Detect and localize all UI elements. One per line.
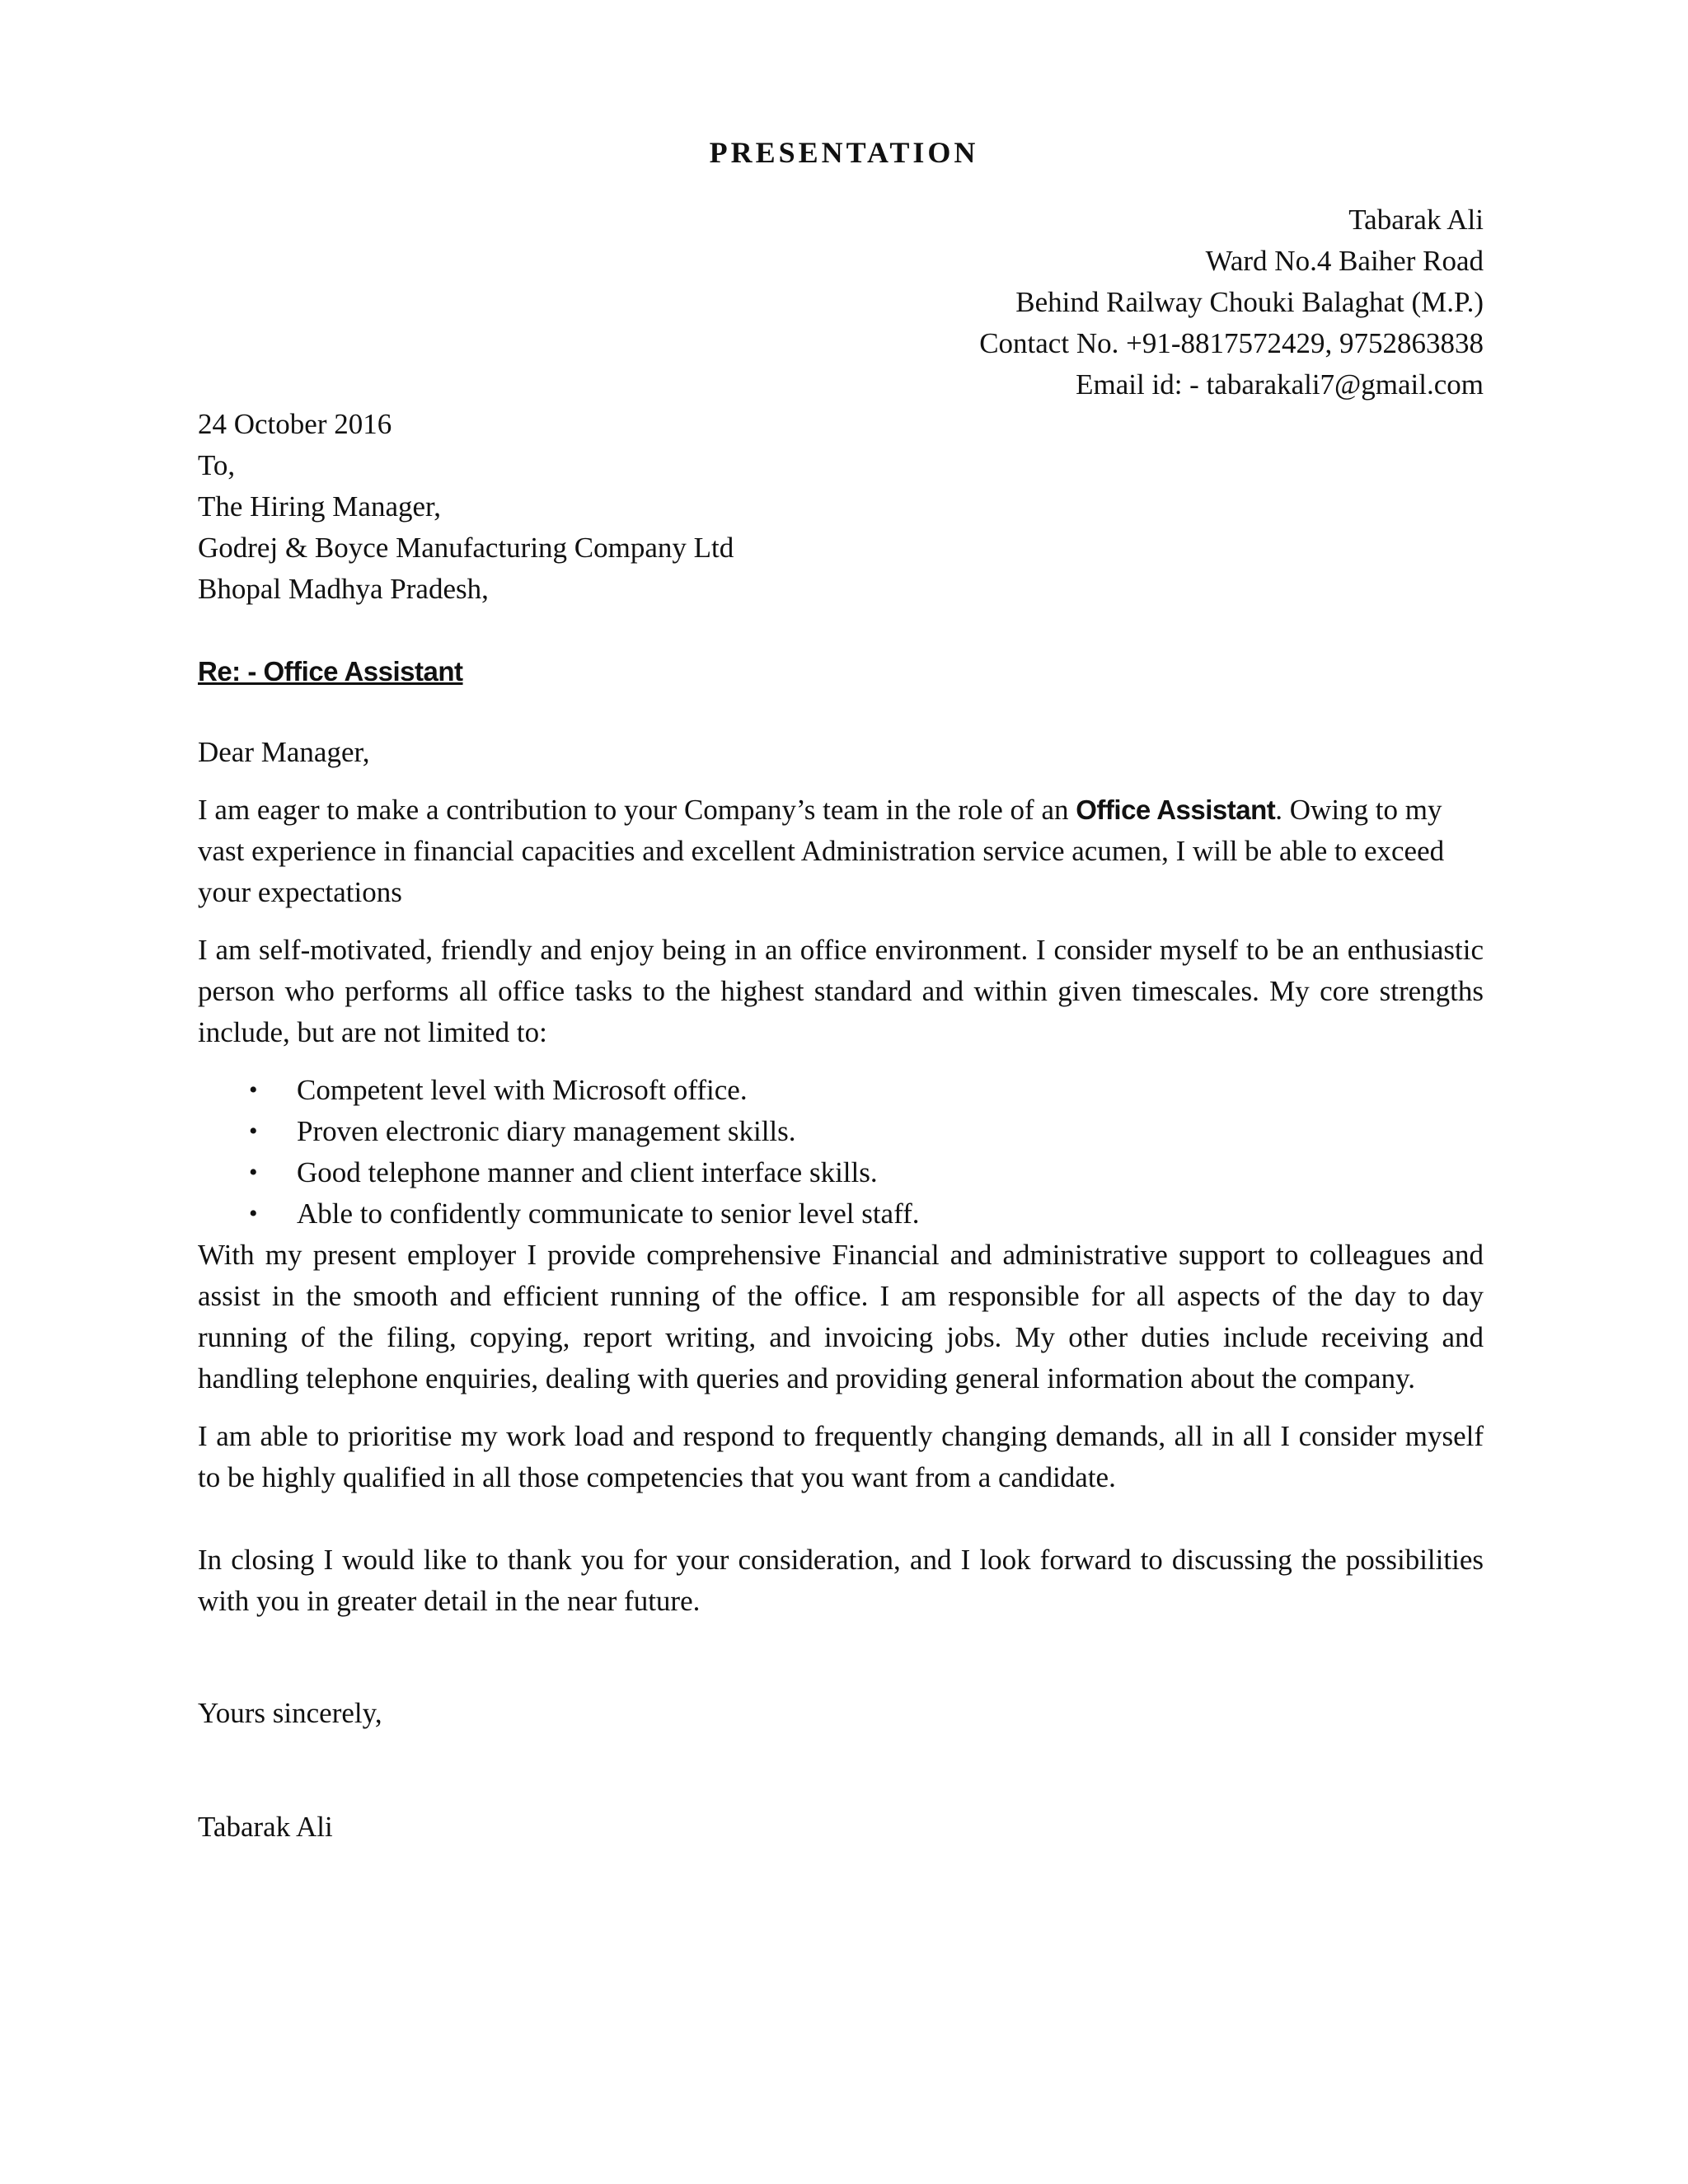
sender-block [495,199,1484,405]
list-item [198,1193,1484,1235]
closing-phrase: Yours sincerely, [198,1697,382,1729]
recipient-company: Godrej & Boyce Manufacturing Company Ltd [198,532,734,564]
document-title: PRESENTATION [709,136,979,169]
subject-line: Re: - Office Assistant [198,656,463,687]
letter-body [198,404,1484,1848]
list-item-text: Good telephone manner and client interface skills. [297,1156,878,1188]
list-item-text: Competent level with Microsoft office. [297,1074,748,1106]
paragraph-self-description: I am self-motivated, friendly and enjoy being in an office environment. I consider myself to be an enthusiastic person who performs all office tasks to the highest standard and within given timescales. My core strengths include, but are not limited to: [198,934,1484,1048]
list-item-text: Able to confidently communicate to senior level staff. [297,1197,920,1230]
sender-contact: Contact No. +91-8817572429, 9752863838 [979,327,1484,359]
bullet-icon: • [249,1076,258,1104]
paragraph-intro [198,790,1484,913]
recipient-title: The Hiring Manager, [198,490,442,523]
paragraph-closing: In closing I would like to thank you for your consideration, and I look forward to discussing the possibilities with you in greater detail in the near future. [198,1544,1484,1617]
paragraph-intro-role: Office Assistant [1076,794,1276,825]
bullet-icon: • [249,1200,258,1227]
list-item [198,1070,1484,1111]
list-item [198,1111,1484,1152]
sender-name: Tabarak Ali [1348,204,1484,236]
list-item [198,1152,1484,1193]
paragraph-intro-end: . Owing to my vast experience in financial capacities and excellent Administration service acumen, I will be able to exceed your expectations [198,794,1445,908]
recipient-block [198,404,1484,610]
letter-date: 24 October 2016 [198,408,392,440]
sender-email: Email id: - tabarakali7@gmail.com [1076,368,1484,401]
bullet-icon: • [249,1159,258,1186]
list-item-text: Proven electronic diary management skills. [297,1115,796,1147]
paragraph-prioritise: I am able to prioritise my work load and respond to frequently changing demands, all in all I consider myself to be highly qualified in all those competencies that you want from a candidate. [198,1420,1484,1493]
strengths-list [198,1070,1484,1235]
sender-address-line1: Ward No.4 Baiher Road [1205,245,1484,277]
recipient-to: To, [198,449,236,481]
paragraph-intro-start: I am eager to make a contribution to your Company’s team in the role of an [198,794,1076,826]
signature-name: Tabarak Ali [198,1811,333,1843]
bullet-icon: • [249,1118,258,1145]
sender-address-line2: Behind Railway Chouki Balaghat (M.P.) [1015,286,1484,318]
salutation: Dear Manager, [198,736,370,768]
paragraph-present-employer: With my present employer I provide comprehensive Financial and administrative support to colleagues and assist in the smooth and efficient running of the office. I am responsible for all aspects of the day to day running of the filing, copying, report writing, and invoicing jobs. My other duties include receiving and handling telephone enquiries, dealing with queries and providing general information about the company. [198,1239,1484,1394]
recipient-location: Bhopal Madhya Pradesh, [198,573,489,605]
